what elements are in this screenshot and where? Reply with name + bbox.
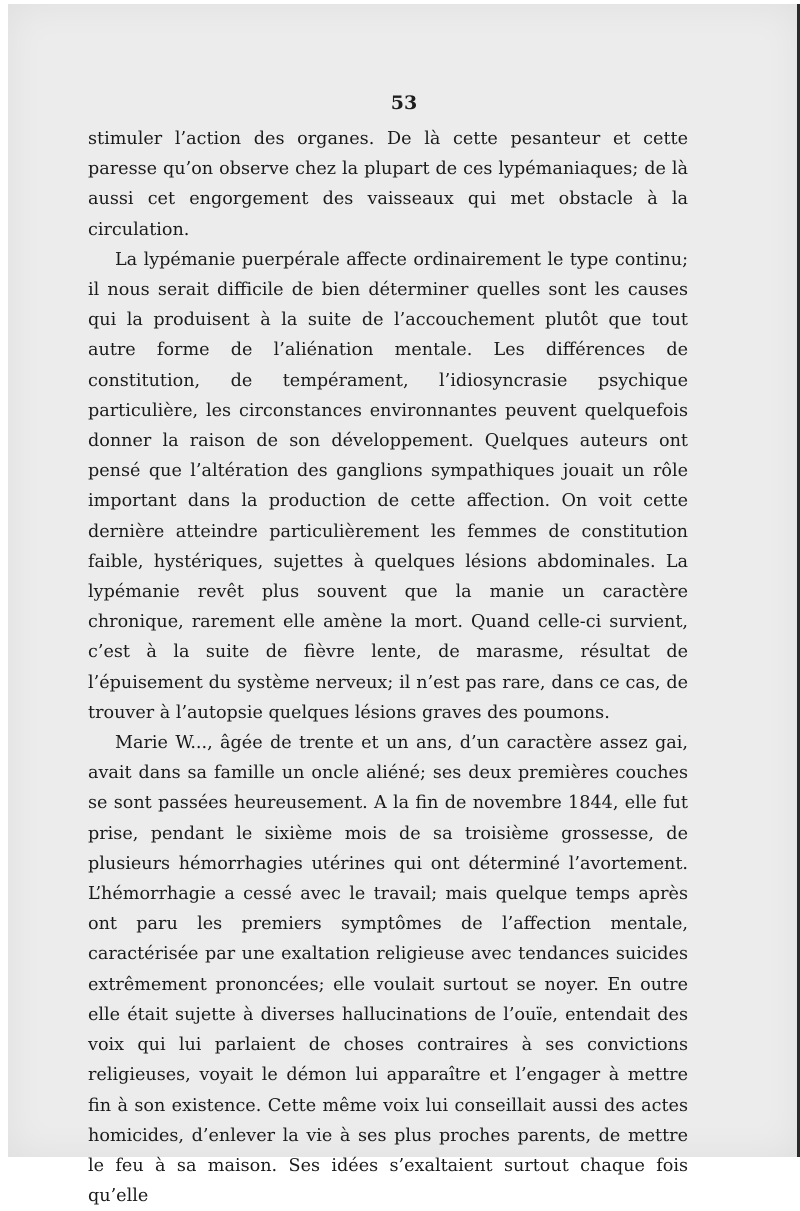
paragraph-case-marie-w: Marie W..., âgée de trente et un ans, d’un caractère assez gai, avait dans sa famille un oncle aliéné; ses deux premières couches se sont passées heureusement. A la fin de novembre 1844, elle fut prise, pendant le sixième mois de sa troisième grossesse, de plusieurs hémorrhagies utérines qui ont déterminé l’avortement. L’hémorrhagie a cessé avec le travail; mais quelque temps après ont paru les premiers symptômes de l’affection mentale, caractérisée par une exaltation religieuse avec tendances suicides extrêmement prononcées; elle voulait surtout se noyer. En outre elle était sujette à diverses hallucinations de l’ouïe, entendait des voix qui lui parlaient de choses contraires à ses convictions religieuses, voyait le démon lui apparaître et l’engager à mettre fin à son existence. Cette même voix lui conseillait aussi des actes homicides, d’enlever la vie à ses plus proches parents, de mettre le feu à sa maison. Ses idées s’exaltaient surtout chaque fois qu’elle xyxy=(88,733,688,1207)
book-page xyxy=(8,4,800,1207)
page-number: 53 xyxy=(390,92,418,114)
body-text xyxy=(88,124,688,1211)
paragraph-lypemanie-puerperale: La lypémanie puerpérale affecte ordinairement le type continu; il nous serait difficile de bien déterminer quelles sont les causes qui la produisent à la suite de l’accouchement plutôt que tout autre forme de l’aliénation mentale. Les différences de constitution, de tempérament, l’idiosyncrasie psychique particulière, les circonstances environnantes peuvent quelquefois donner la raison de son développement. Quelques auteurs ont pensé que l’altération des ganglions sympathiques jouait un rôle important dans la production de cette affection. On voit cette dernière atteindre particulièrement les femmes de constitution faible, hystériques, sujettes à quelques lésions abdominales. La lypémanie revêt plus souvent que la manie un caractère chronique, rarement elle amène la mort. Quand celle-ci survient, c’est à la suite de fièvre lente, de marasme, résultat de l’épuisement du système nerveux; il n’est pas rare, dans ce cas, de trouver à l’autopsie quelques lésions graves des poumons. xyxy=(88,249,688,723)
paragraph-continuation: stimuler l’action des organes. De là cette pesanteur et cette paresse qu’on observe chez la plupart de ces lypémaniaques; de là aussi cet engorgement des vaisseaux qui met obstacle à la circulation. xyxy=(88,129,688,240)
